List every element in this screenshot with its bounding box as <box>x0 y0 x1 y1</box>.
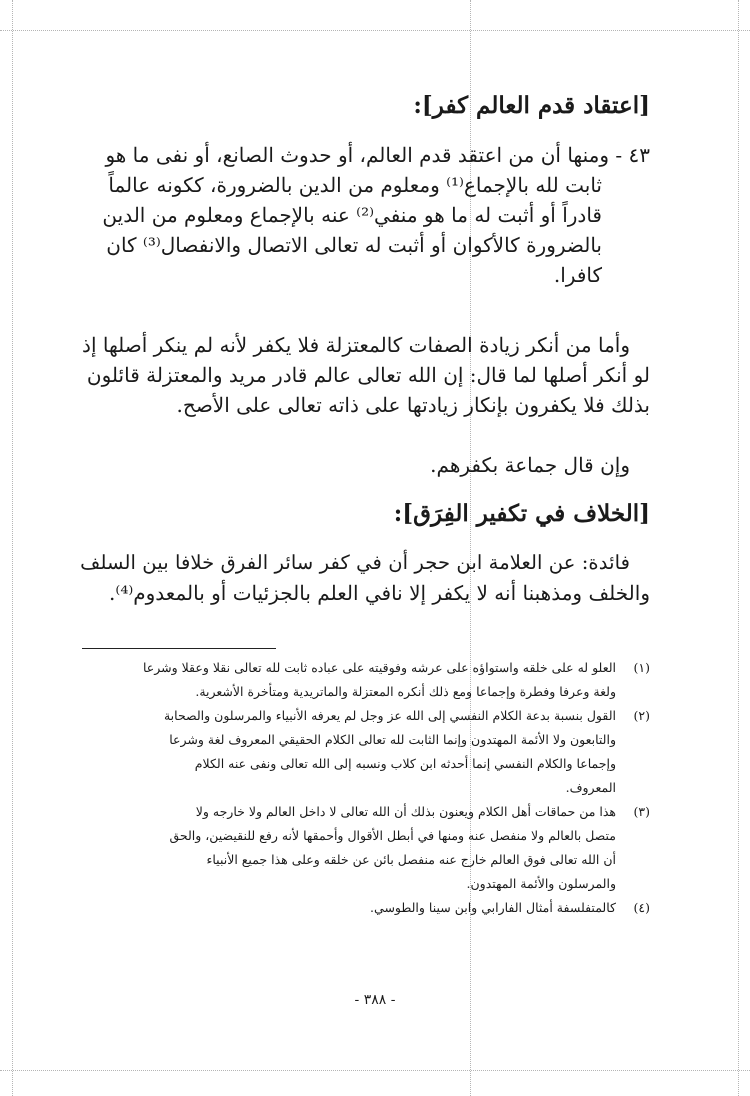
footnote-marker: (٤) <box>633 900 650 915</box>
footnotes <box>80 656 650 920</box>
section-heading: [اعتقاد قدم العالم كفر]: <box>413 92 650 119</box>
footnote-text: هذا من حماقات أهل الكلام ويعنون بذلك أن الله تعالى لا داخل العالم ولا خارجه ولا <box>195 804 616 819</box>
footnote-line <box>80 896 650 920</box>
scan-guide-line <box>12 0 13 1096</box>
footnote-marker: (١) <box>633 660 650 675</box>
page-number: - ٣٨٨ - <box>354 992 396 1008</box>
text-line: كافرا. <box>553 263 602 287</box>
scan-guide-line <box>0 1070 750 1071</box>
section-43 <box>102 140 650 290</box>
footnote-text: العلو له على خلقه واستواؤه على عرشه وفوقيته على عباده ثابت لله تعالى نقلا وعقلا وشرعا <box>142 660 616 675</box>
footnote-1 <box>80 656 650 704</box>
paragraph <box>82 330 650 420</box>
footnote-line: أن الله تعالى فوق العالم خارج عنه منفصل بائن عن خلقه وعلى هذا جميع الأنبياء <box>206 852 616 867</box>
text-line: بالضرورة كالأكوان أو أثبت له تعالى الاتصال والانفصال⁽³⁾ كان <box>106 233 602 257</box>
section-number: ٤٣ - <box>615 143 650 167</box>
footnote-4 <box>80 896 650 920</box>
paragraph <box>430 450 650 480</box>
section-heading: [الخلاف في تكفير الفِرَق]: <box>393 500 650 527</box>
footnote-separator <box>82 648 276 649</box>
footnote-3 <box>80 800 650 896</box>
text-line: وإن قال جماعة بكفرهم. <box>430 453 630 477</box>
footnote-line: ولغة وعرفا وفطرة وإجماعا ومع ذلك أنكره المعتزلة والماتريدية ومتأخرة الأشعرية. <box>195 684 616 699</box>
scan-guide-line <box>0 30 750 31</box>
text-line: بذلك فلا يكفرون بإنكار زيادتها على ذاته تعالى على الأصح. <box>176 393 650 417</box>
footnote-line: متصل بالعالم ولا منفصل عنه ومنها في أبطل الأقوال وأحمقها لأنه رفع للنقيضين، والحق <box>169 828 616 843</box>
text-line: لو أنكر أصلها لما قال: إن الله تعالى عالم قادر مريد والمعتزلة قائلون <box>86 363 650 387</box>
text-line: وأما من أنكر زيادة الصفات كالمعتزلة فلا يكفر لأنه لم ينكر أصلها إذ <box>82 333 630 357</box>
text-line: فائدة: عن العلامة ابن حجر أن في كفر سائر الفرق خلافا بين السلف <box>80 551 630 574</box>
text-line <box>102 140 650 170</box>
paragraph <box>80 548 650 608</box>
text-line: قادراً أو أثبت له ما هو منفي⁽²⁾ عنه بالإجماع ومعلوم من الدين <box>102 203 602 227</box>
footnote-text: القول بنسبة بدعة الكلام النفسي إلى الله عز وجل لم يعرفه الأنبياء والمرسلون والصحابة <box>163 708 616 723</box>
scan-guide-line <box>738 0 739 1096</box>
footnote-line: والمرسلون والأئمة المهتدون. <box>466 876 616 891</box>
line-text: ومنها أن من اعتقد قدم العالم، أو حدوث الصانع، أو نفى ما هو <box>105 143 610 167</box>
footnote-line <box>80 656 650 680</box>
footnote-line: المعروف. <box>565 780 616 795</box>
footnote-line: والتابعون ولا الأئمة المهتدون وإنما الثابت لله تعالى الكلام الحقيقي المعروف لغة وشرعا <box>169 732 616 747</box>
footnote-marker: (٢) <box>633 708 650 723</box>
footnote-text: كالمتفلسفة أمثال الفارابي وابن سينا والطوسي. <box>370 900 616 915</box>
footnote-line <box>80 704 650 728</box>
footnote-2 <box>80 704 650 800</box>
footnote-line: وإجماعا والكلام النفسي إنما أحدثه ابن كلاب ونسبه إلى الله تعالى ونفى عنه الكلام <box>194 756 616 771</box>
text-line: والخلف ومذهبنا أنه لا يكفر إلا نافي العلم بالجزئيات أو بالمعدوم⁽⁴⁾. <box>109 581 650 605</box>
footnote-marker: (٣) <box>633 804 650 819</box>
footnote-line <box>80 800 650 824</box>
text-line: ثابت لله بالإجماع⁽¹⁾ ومعلوم من الدين بالضرورة، ككونه عالماً <box>108 173 602 197</box>
